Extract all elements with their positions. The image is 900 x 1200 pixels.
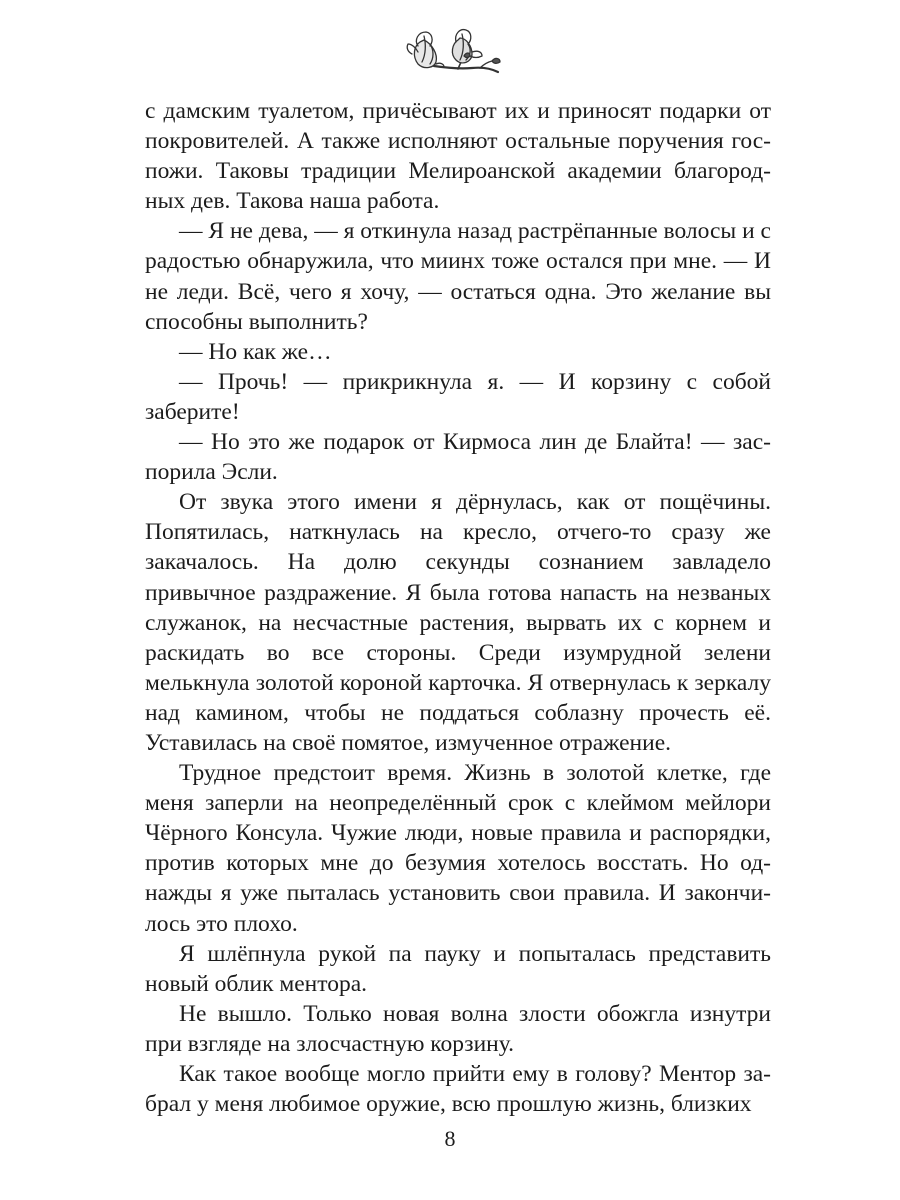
paragraph: — Но это же подарок от Кирмоса лин де Блайта! — заспорила Эсли.	[145, 429, 771, 486]
paragraph: Я шлёпнула рукой па пауку и попыталась представить новый облик ментора.	[145, 940, 771, 997]
body-text	[145, 96, 771, 1119]
paragraph: От звука этого имени я дёрнулась, как от пощёчины. Попятилась, наткнулась на кресло, отчего-то сразу же закачалось. На долю секунды сознанием завладело привычное раздражение. Я была готова напасть на незваных служанок, на несчастные растения, вырвать их с корнем и раскидать во все стороны. Среди изумрудной зелени мелькнула золотой короной карточка. Я отвернулась к зеркалу над камином, чтобы не поддаться соблазну прочесть её. Уставилась на своё помятое, измученное отражение.	[145, 489, 771, 756]
paragraph: с дамским туалетом, причёсывают их и приносят подарки от покровителей. А также исполняют остальные поручения госпожи. Таковы традиции Мелироанской академии благородных дев. Такова наша работа.	[145, 98, 771, 215]
paragraph: Не вышло. Только новая волна злости обожгла изнутри при взгляде на злосчастную корзину.	[145, 1000, 771, 1057]
page-number: 8	[444, 1126, 456, 1151]
paragraph: — Прочь! — прикрикнула я. — И корзину с собой заберите!	[145, 368, 771, 425]
paragraph: Трудное предстоит время. Жизнь в золотой клетке, где меня заперли на неопределённый срок с клеймом мейлори Чёрного Консула. Чужие люди, новые правила и распорядки, против которых мне до безумия хотелось восстать. Но однажды я уже пыталась установить свои правила. И закончилось это плохо.	[145, 760, 771, 937]
paragraph: Как такое вообще могло прийти ему в голову? Ментор забрал у меня любимое оружие, всю прошлую жизнь, близких	[145, 1061, 771, 1118]
paragraph: — Я не дева, — я откинула назад растрёпанные волосы и с радостью обнаружила, что миинх тоже остался при мне. — И не леди. Всё, чего я хочу, — остаться одна. Это желание вы способны выполнить?	[145, 218, 771, 335]
paragraph: — Но как же…	[179, 338, 332, 365]
magnolia-branch-icon	[400, 24, 504, 82]
